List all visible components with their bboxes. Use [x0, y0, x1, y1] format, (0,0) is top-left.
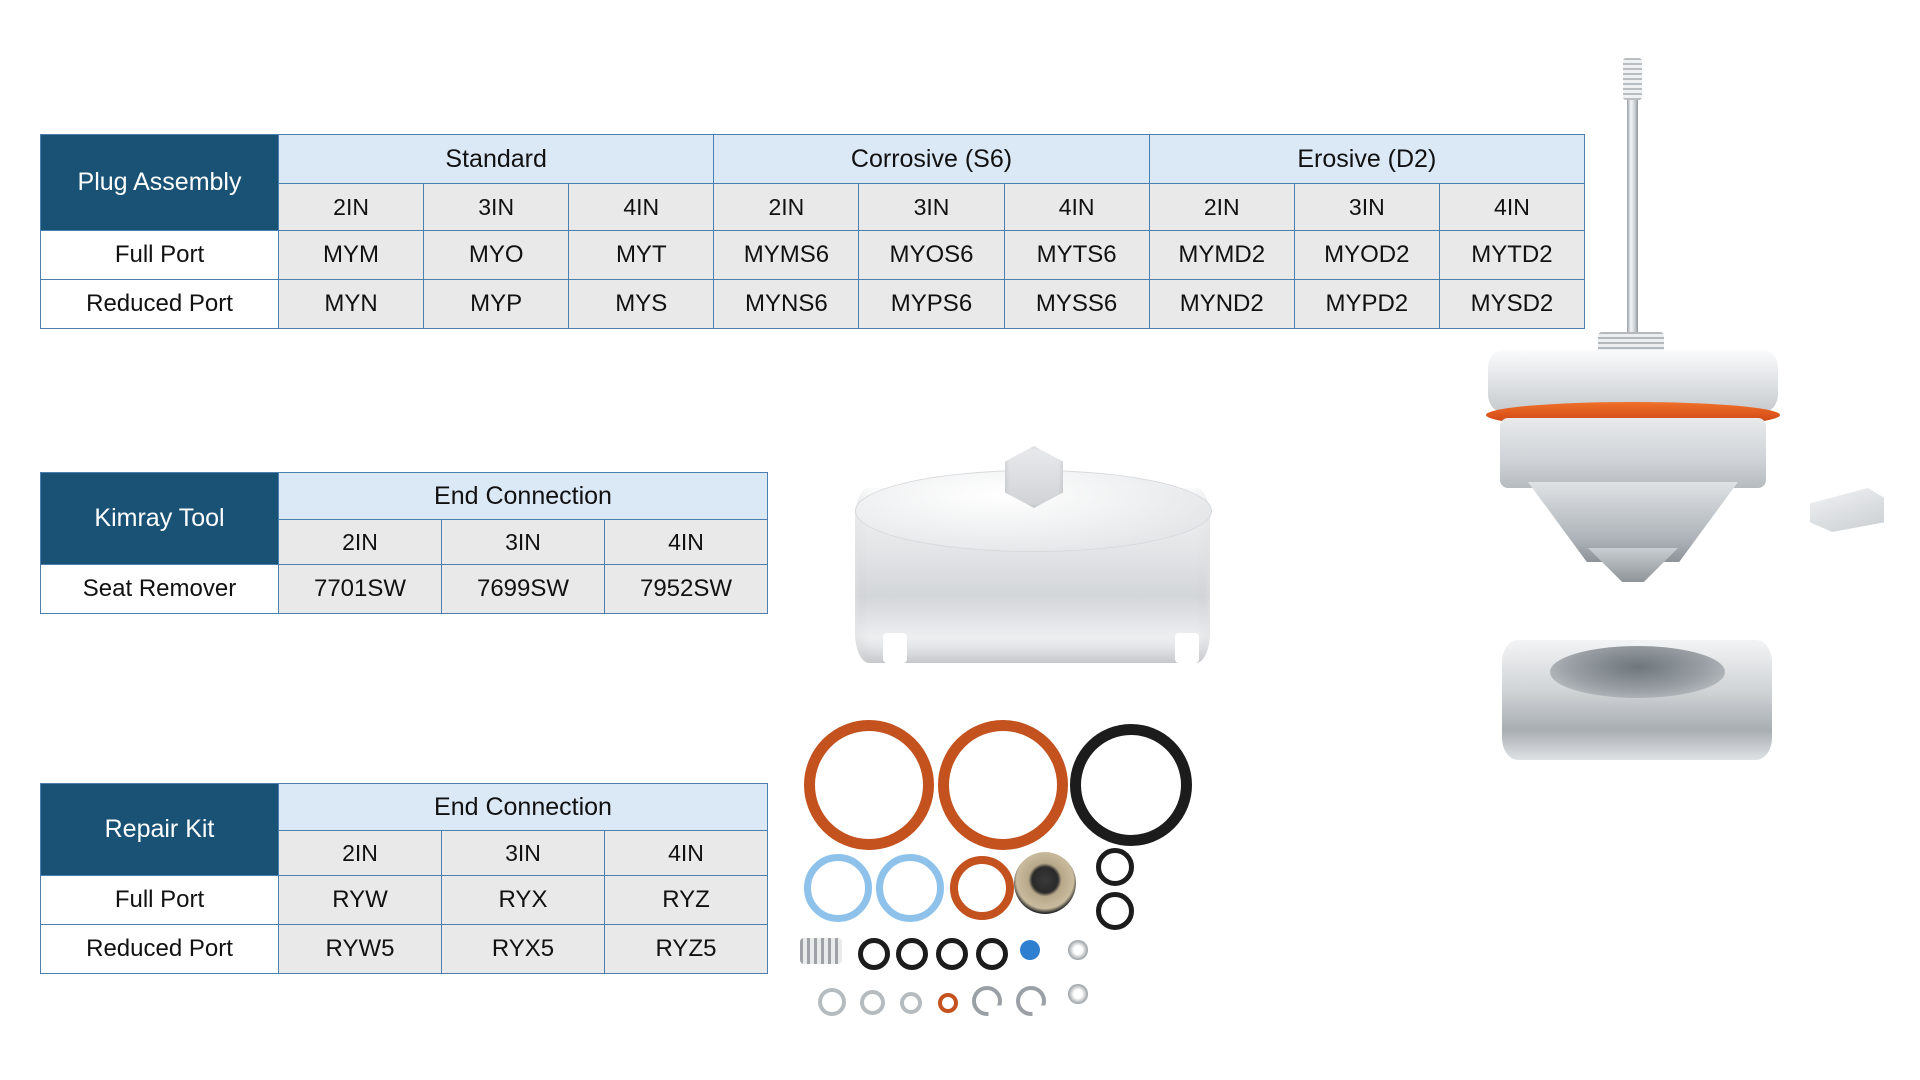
plug-body: [1500, 418, 1766, 488]
oring-small-black-5: [936, 938, 968, 970]
plug-cell: MYP: [424, 280, 569, 329]
plug-cell: MYN: [279, 280, 424, 329]
table-row: [41, 135, 1585, 184]
washer-metal-2: [818, 988, 846, 1016]
washer-metal-3: [860, 990, 885, 1015]
repair-kit-size-4in: 4IN: [605, 831, 768, 876]
seat-disc-assembly: [1014, 852, 1076, 914]
oring-large-black: [1070, 724, 1192, 846]
oring-medium-blue-2: [876, 854, 944, 922]
table-row: [41, 280, 1585, 329]
oring-small-blue: [1020, 940, 1040, 960]
repair-kit-group-end-connection: End Connection: [279, 784, 768, 831]
plug-group-corrosive: Corrosive (S6): [714, 135, 1149, 184]
plug-size-std-3in: 3IN: [424, 184, 569, 231]
repair-kit-table: [40, 783, 768, 974]
oring-large-orange-1: [804, 720, 934, 850]
repair-kit-cell: RYZ: [605, 876, 768, 925]
plug-cell: MYMD2: [1149, 231, 1294, 280]
kimray-tool-cell: 7952SW: [605, 565, 768, 614]
stem-thread: [1623, 58, 1642, 100]
repair-kit-corner-label: Repair Kit: [41, 784, 279, 876]
plug-cell: MYMS6: [714, 231, 859, 280]
plug-size-s6-4in: 4IN: [1004, 184, 1149, 231]
repair-kit-cell: RYW: [279, 876, 442, 925]
plug-size-d2-3in: 3IN: [1294, 184, 1439, 231]
table-row: [41, 231, 1585, 280]
table-row: [41, 925, 768, 974]
repair-kit-cell: RYW5: [279, 925, 442, 974]
plug-size-std-4in: 4IN: [569, 184, 714, 231]
seat-remover-tool-photo: [845, 440, 1235, 670]
retainer-clip: [1810, 488, 1884, 532]
oring-small-black-4: [896, 938, 928, 970]
plug-cell: MYNS6: [714, 280, 859, 329]
tool-notch: [1175, 633, 1199, 663]
oring-medium-orange: [950, 856, 1014, 920]
plug-size-d2-2in: 2IN: [1149, 184, 1294, 231]
oring-small-black-6: [976, 938, 1008, 970]
plug-cell: MYT: [569, 231, 714, 280]
washer-metal-1: [1068, 940, 1088, 960]
plug-tip: [1588, 548, 1678, 582]
kimray-tool-cell: 7699SW: [442, 565, 605, 614]
plug-cell: MYM: [279, 231, 424, 280]
plug-cell: MYPD2: [1294, 280, 1439, 329]
retaining-ring-1: [972, 986, 1002, 1016]
kimray-tool-corner-label: Kimray Tool: [41, 473, 279, 565]
kimray-tool-table: [40, 472, 768, 614]
valve-stem: [1627, 58, 1638, 358]
table-row: [41, 784, 768, 831]
oring-small-black-2: [1096, 892, 1134, 930]
repair-kit-cell: RYX: [442, 876, 605, 925]
washer-metal-4: [900, 992, 922, 1014]
oring-small-black-3: [858, 938, 890, 970]
plug-cell: MYOS6: [859, 231, 1004, 280]
kimray-tool-size-4in: 4IN: [605, 520, 768, 565]
plug-cell: MYND2: [1149, 280, 1294, 329]
plug-group-erosive: Erosive (D2): [1149, 135, 1584, 184]
plug-seat-assembly-photo: [1470, 50, 1890, 810]
kimray-tool-group-end-connection: End Connection: [279, 473, 768, 520]
oring-tiny-orange: [938, 993, 958, 1013]
kimray-tool-size-3in: 3IN: [442, 520, 605, 565]
repair-kit-cell: RYZ5: [605, 925, 768, 974]
kimray-tool-row-label-seat-remover: Seat Remover: [41, 565, 279, 614]
oring-medium-blue-1: [804, 854, 872, 922]
plug-size-s6-2in: 2IN: [714, 184, 859, 231]
valve-seat-bore: [1550, 646, 1725, 698]
plug-assembly-table: [40, 134, 1585, 329]
plug-cell: MYSS6: [1004, 280, 1149, 329]
plug-cell: MYO: [424, 231, 569, 280]
repair-kit-parts-photo: [790, 710, 1240, 1030]
retaining-ring-2: [1016, 986, 1046, 1016]
table-row: [41, 473, 768, 520]
repair-kit-row-label-full-port: Full Port: [41, 876, 279, 925]
kimray-tool-cell: 7701SW: [279, 565, 442, 614]
plug-cell: MYSD2: [1439, 280, 1584, 329]
repair-kit-size-2in: 2IN: [279, 831, 442, 876]
spring: [800, 938, 842, 964]
plug-cell: MYTD2: [1439, 231, 1584, 280]
table-row: [41, 876, 768, 925]
repair-kit-size-3in: 3IN: [442, 831, 605, 876]
table-row: [41, 565, 768, 614]
oring-large-orange-2: [938, 720, 1068, 850]
plug-cell: MYS: [569, 280, 714, 329]
plug-row-label-full-port: Full Port: [41, 231, 279, 280]
plug-row-label-reduced-port: Reduced Port: [41, 280, 279, 329]
repair-kit-row-label-reduced-port: Reduced Port: [41, 925, 279, 974]
plug-cell: MYPS6: [859, 280, 1004, 329]
washer-metal-5: [1068, 984, 1088, 1004]
plug-size-s6-3in: 3IN: [859, 184, 1004, 231]
kimray-tool-size-2in: 2IN: [279, 520, 442, 565]
plug-cell: MYTS6: [1004, 231, 1149, 280]
plug-size-d2-4in: 4IN: [1439, 184, 1584, 231]
repair-kit-cell: RYX5: [442, 925, 605, 974]
tool-notch: [883, 633, 907, 663]
plug-group-standard: Standard: [279, 135, 714, 184]
plug-cell: MYOD2: [1294, 231, 1439, 280]
plug-assembly-corner-label: Plug Assembly: [41, 135, 279, 231]
oring-small-black-1: [1096, 848, 1134, 886]
plug-size-std-2in: 2IN: [279, 184, 424, 231]
